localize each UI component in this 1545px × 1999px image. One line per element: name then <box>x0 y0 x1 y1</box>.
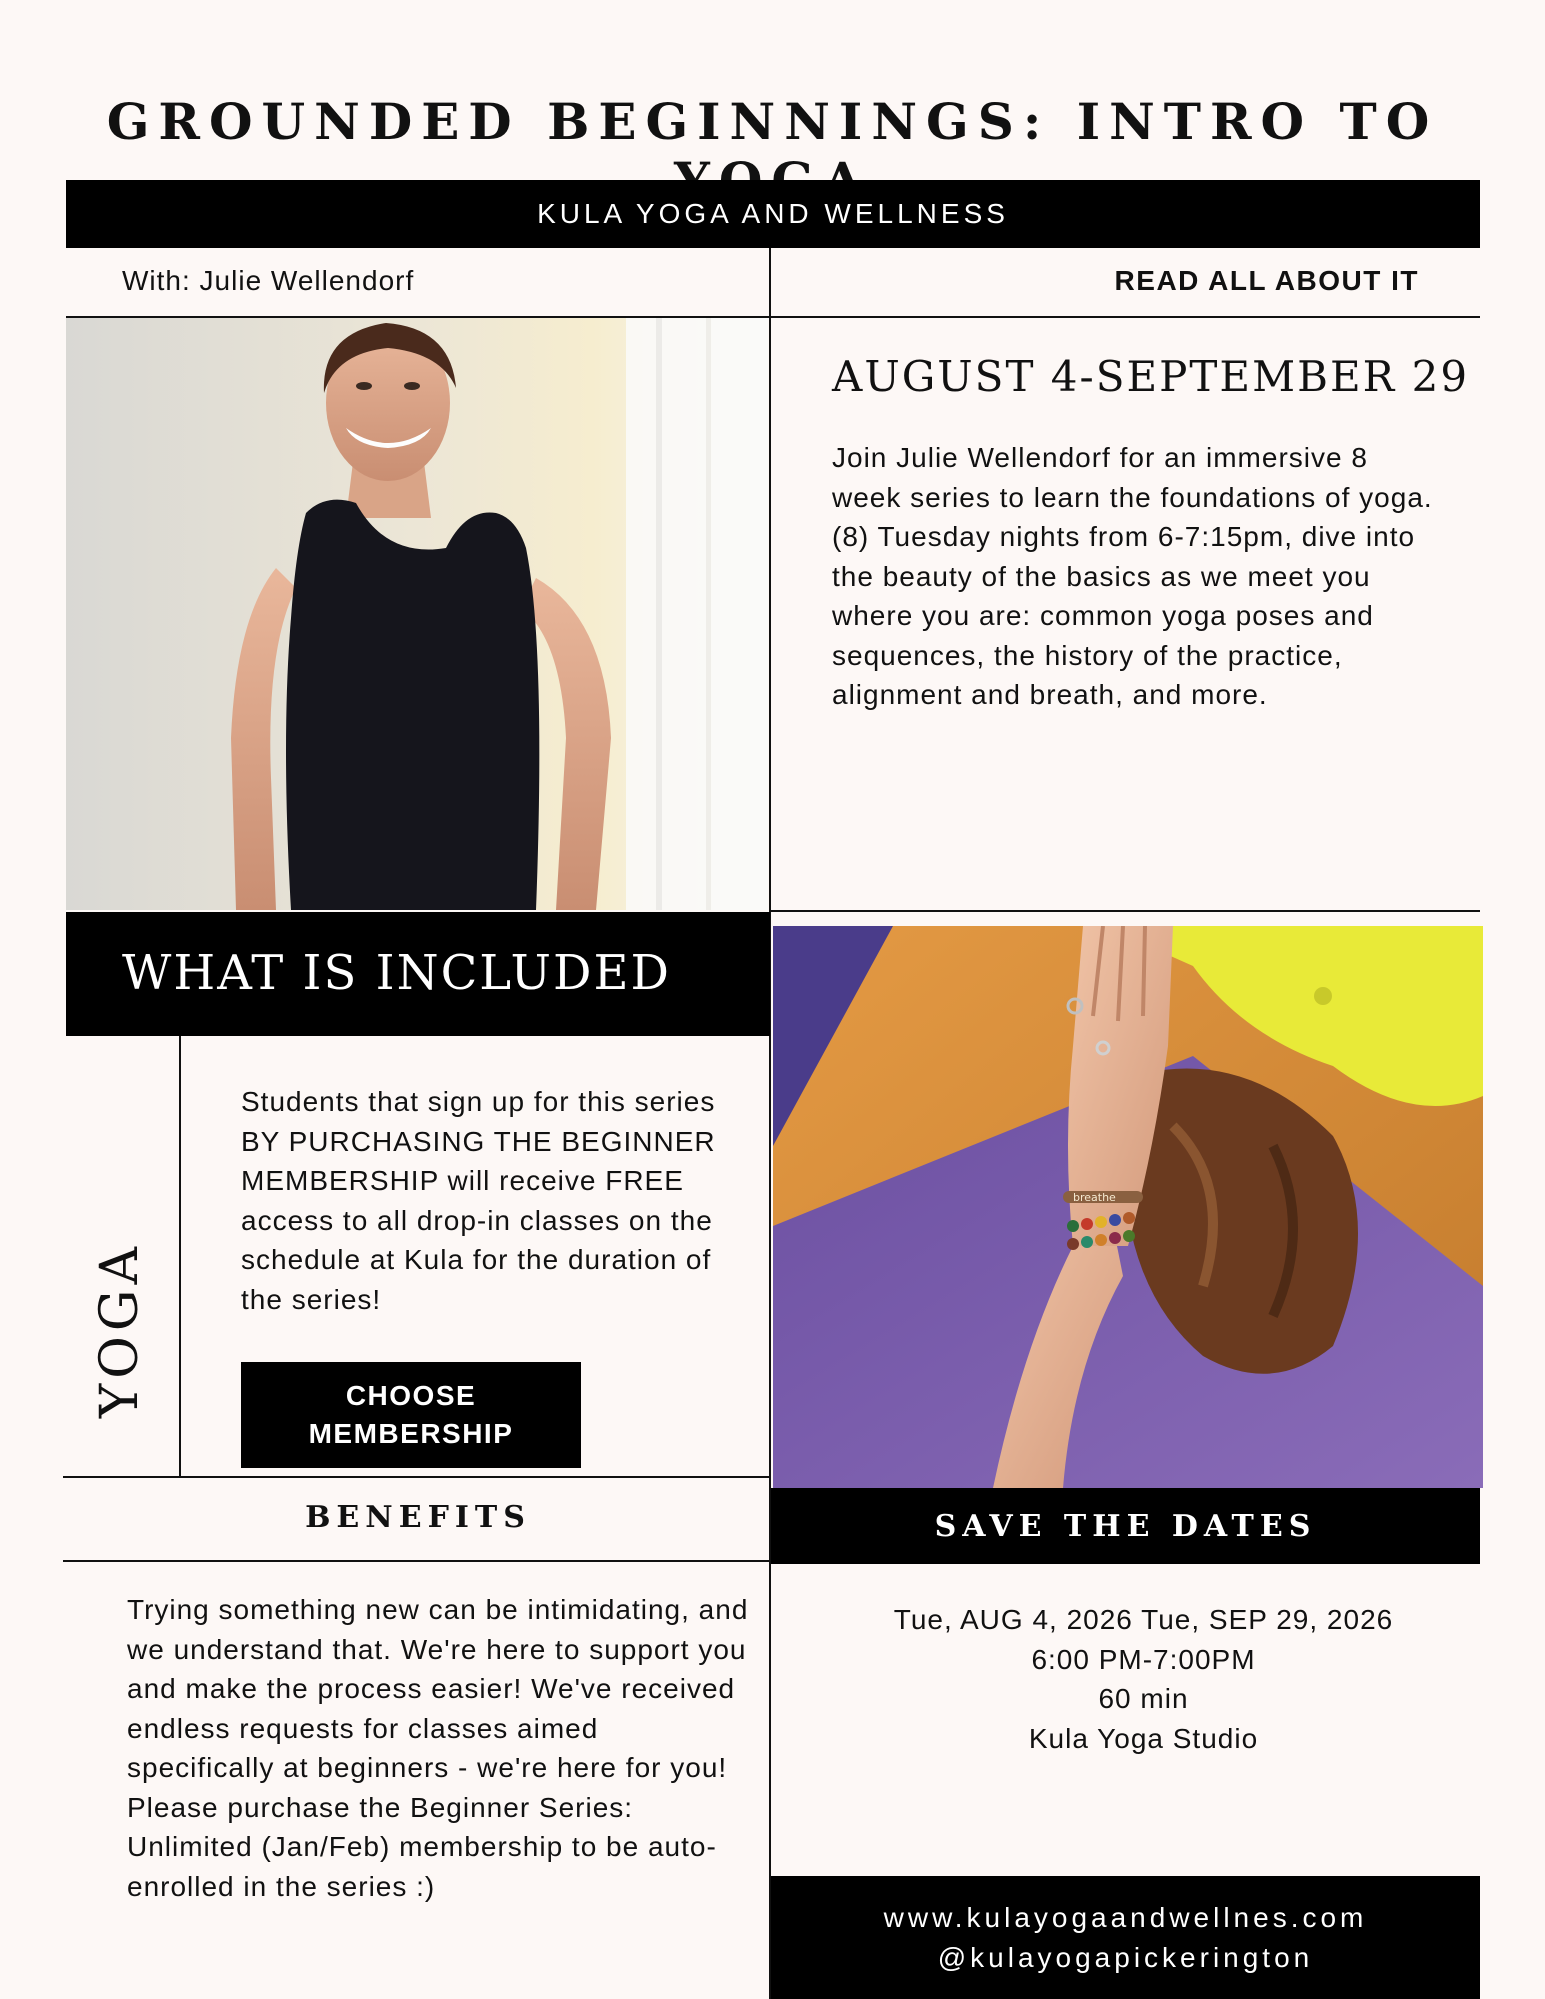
schedule-duration: 60 min <box>1098 1683 1189 1714</box>
button-label-line2: MEMBERSHIP <box>308 1418 514 1449</box>
series-description: Join Julie Wellendorf for an immersive 8 week series to learn the foundations of yoga. (8) Tuesday nights from 6-7:15pm, dive into the beauty of the basics as we meet you where you are: common yoga poses and sequences, the history of the practice, alignment and breath, and more. <box>832 442 1433 710</box>
yoga-vertical-label: YOGA <box>90 1241 150 1419</box>
read-all-about-it: READ ALL ABOUT IT <box>1114 265 1419 296</box>
yoga-label-divider <box>179 1036 181 1476</box>
schedule-dates: Tue, AUG 4, 2026 Tue, SEP 29, 2026 <box>893 1604 1394 1635</box>
divider-about-bottom <box>771 910 1480 912</box>
footer-contact-bar <box>771 1876 1480 1999</box>
yoga-pose-photo <box>773 926 1483 1488</box>
included-heading: WHAT IS INCLUDED <box>122 945 672 1001</box>
instructor-photo <box>66 318 768 910</box>
save-the-dates-bar: SAVE THE DATES <box>771 1488 1480 1564</box>
schedule-time: 6:00 PM-7:00PM <box>1031 1643 1256 1675</box>
studio-name-bar: KULA YOGA AND WELLNESS <box>66 180 1480 248</box>
choose-membership-button[interactable] <box>241 1362 581 1468</box>
included-description: Students that sign up for this series BY PURCHASING THE BEGINNER MEMBERSHIP will receive FREE access to all drop-in classes on the schedule at Kula for the duration of the series! <box>241 1086 716 1315</box>
schedule-details <box>771 1600 1516 1758</box>
series-dates-heading: AUGUST 4-SEPTEMBER 29 <box>832 352 1470 401</box>
schedule-location: Kula Yoga Studio <box>1028 1722 1259 1754</box>
button-label-line1: CHOOSE <box>345 1380 477 1411</box>
benefits-description: Trying something new can be intimidating, and we understand that. We're here to support you and make the process easier! We've received endless requests for classes aimed specifically at beginners - we're here for you! Please purchase the Beginner Series: Unlimited (Jan/Feb) membership to be auto-enrolled in the series :) <box>127 1594 749 1902</box>
page-title: GROUNDED BEGINNINGS: INTRO TO <box>106 92 1439 151</box>
divider-included-bottom <box>63 1476 771 1478</box>
social-handle[interactable]: @kulayogapickerington <box>937 1941 1314 1973</box>
benefits-heading: BENEFITS <box>305 1500 531 1535</box>
instructor-label: With: Julie Wellendorf <box>122 265 415 296</box>
divider-benefits-heading <box>63 1560 771 1562</box>
bracelet-text: breathe <box>1073 1191 1116 1204</box>
website-link[interactable]: www.kulayogaandwellnes.com <box>883 1901 1368 1933</box>
